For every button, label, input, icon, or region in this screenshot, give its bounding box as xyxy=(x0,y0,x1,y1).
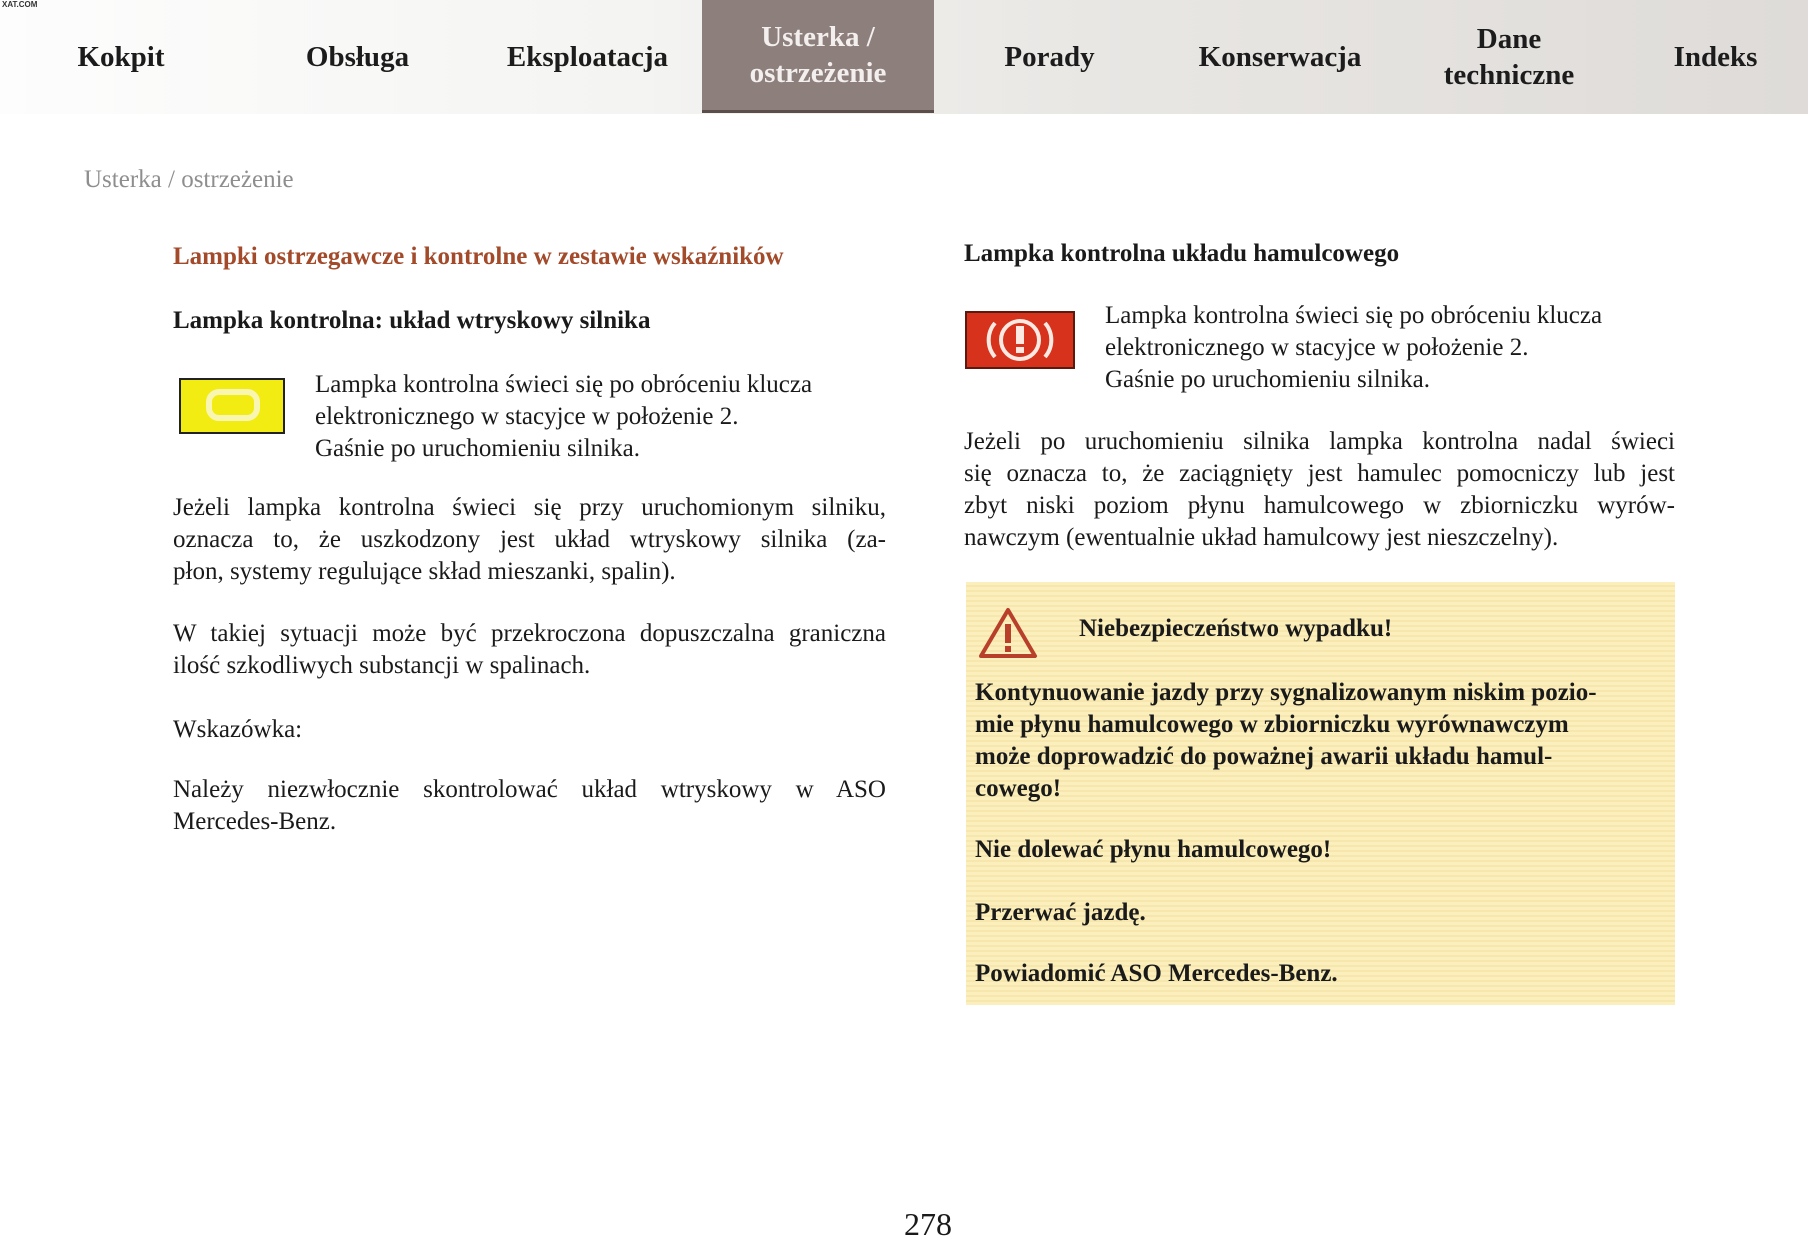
page-number: 278 xyxy=(904,1206,952,1242)
warning-stop-driving: Przerwać jazdę. xyxy=(975,899,1146,926)
brake-lamp-heading: Lampka kontrolna układu hamulcowego xyxy=(964,240,1400,267)
tab-usterka-ostrzezenie[interactable]: Usterka / ostrzeżenie xyxy=(702,0,934,113)
warning-body: Kontynuowanie jazdy przy sygnalizowanym niskim pozio- mie płynu hamulcowego w zbiorniczku wyrównawczym może doprowadzić do poważnej awarii układu hamul- cowego! xyxy=(975,679,1597,802)
engine-lamp-paragraph-3: Należy niezwłocznie skontrolować układ wtryskowy w ASO Mercedes-Benz. xyxy=(173,776,886,835)
engine-check-lamp-icon xyxy=(179,378,285,434)
tab-konserwacja[interactable]: Konserwacja xyxy=(1198,41,1362,73)
watermark: XAT.COM xyxy=(2,0,38,9)
engine-lamp-description: Lampka kontrolna świeci się po obróceniu klucza elektronicznego w stacyjce w położenie 2. Gaśnie po uruchomieniu silnika. xyxy=(315,371,813,462)
chapter-nav xyxy=(0,0,1808,114)
warning-title: Niebezpieczeństwo wypadku! xyxy=(1079,615,1393,642)
section-title: Lampki ostrzegawcze i kontrolne w zestawie wskaźników xyxy=(173,243,784,270)
warning-triangle-icon xyxy=(978,607,1038,664)
hint-label: Wskazówka: xyxy=(173,716,303,743)
engine-lamp-heading: Lampka kontrolna: układ wtryskowy silnika xyxy=(173,307,651,334)
brake-lamp-paragraph: Jeżeli po uruchomieniu silnika lampka kontrolna nadal świeci się oznacza to, że zaciągnięty jest hamulec pomocniczy lub jest zbyt niski poziom płynu hamulcowego w zbiorniczku wyrów- nawczym (ewentualnie układ hamulcowy jest nieszczelny). xyxy=(964,428,1675,551)
warning-no-refill: Nie dolewać płynu hamulcowego! xyxy=(975,836,1332,863)
tab-eksploatacja[interactable]: Eksploatacja xyxy=(506,41,669,73)
tab-kokpit[interactable]: Kokpit xyxy=(77,41,165,73)
tab-obsluga[interactable]: Obsługa xyxy=(305,41,410,73)
warning-contact-service: Powiadomić ASO Mercedes-Benz. xyxy=(975,960,1338,987)
engine-lamp-paragraph-1: Jeżeli lampka kontrolna świeci się przy uruchomionym silniku, oznacza to, że uszkodzony jest układ wtryskowy silnika (za- płon, systemy regulujące skład mieszanki, spalin). xyxy=(173,494,886,585)
tab-indeks[interactable]: Indeks xyxy=(1673,41,1758,73)
brake-warning-lamp-icon xyxy=(965,311,1075,369)
engine-lamp-paragraph-2: W takiej sytuacji może być przekroczona dopuszczalna graniczna ilość szkodliwych substancji w spalinach. xyxy=(173,620,886,679)
tab-dane-techniczne[interactable]: Dane techniczne xyxy=(1443,23,1575,91)
brake-lamp-description: Lampka kontrolna świeci się po obróceniu klucza elektronicznego w stacyjce w położenie 2. Gaśnie po uruchomieniu silnika. xyxy=(1105,302,1603,393)
breadcrumb: Usterka / ostrzeżenie xyxy=(84,166,294,193)
tab-porady[interactable]: Porady xyxy=(1004,41,1095,73)
